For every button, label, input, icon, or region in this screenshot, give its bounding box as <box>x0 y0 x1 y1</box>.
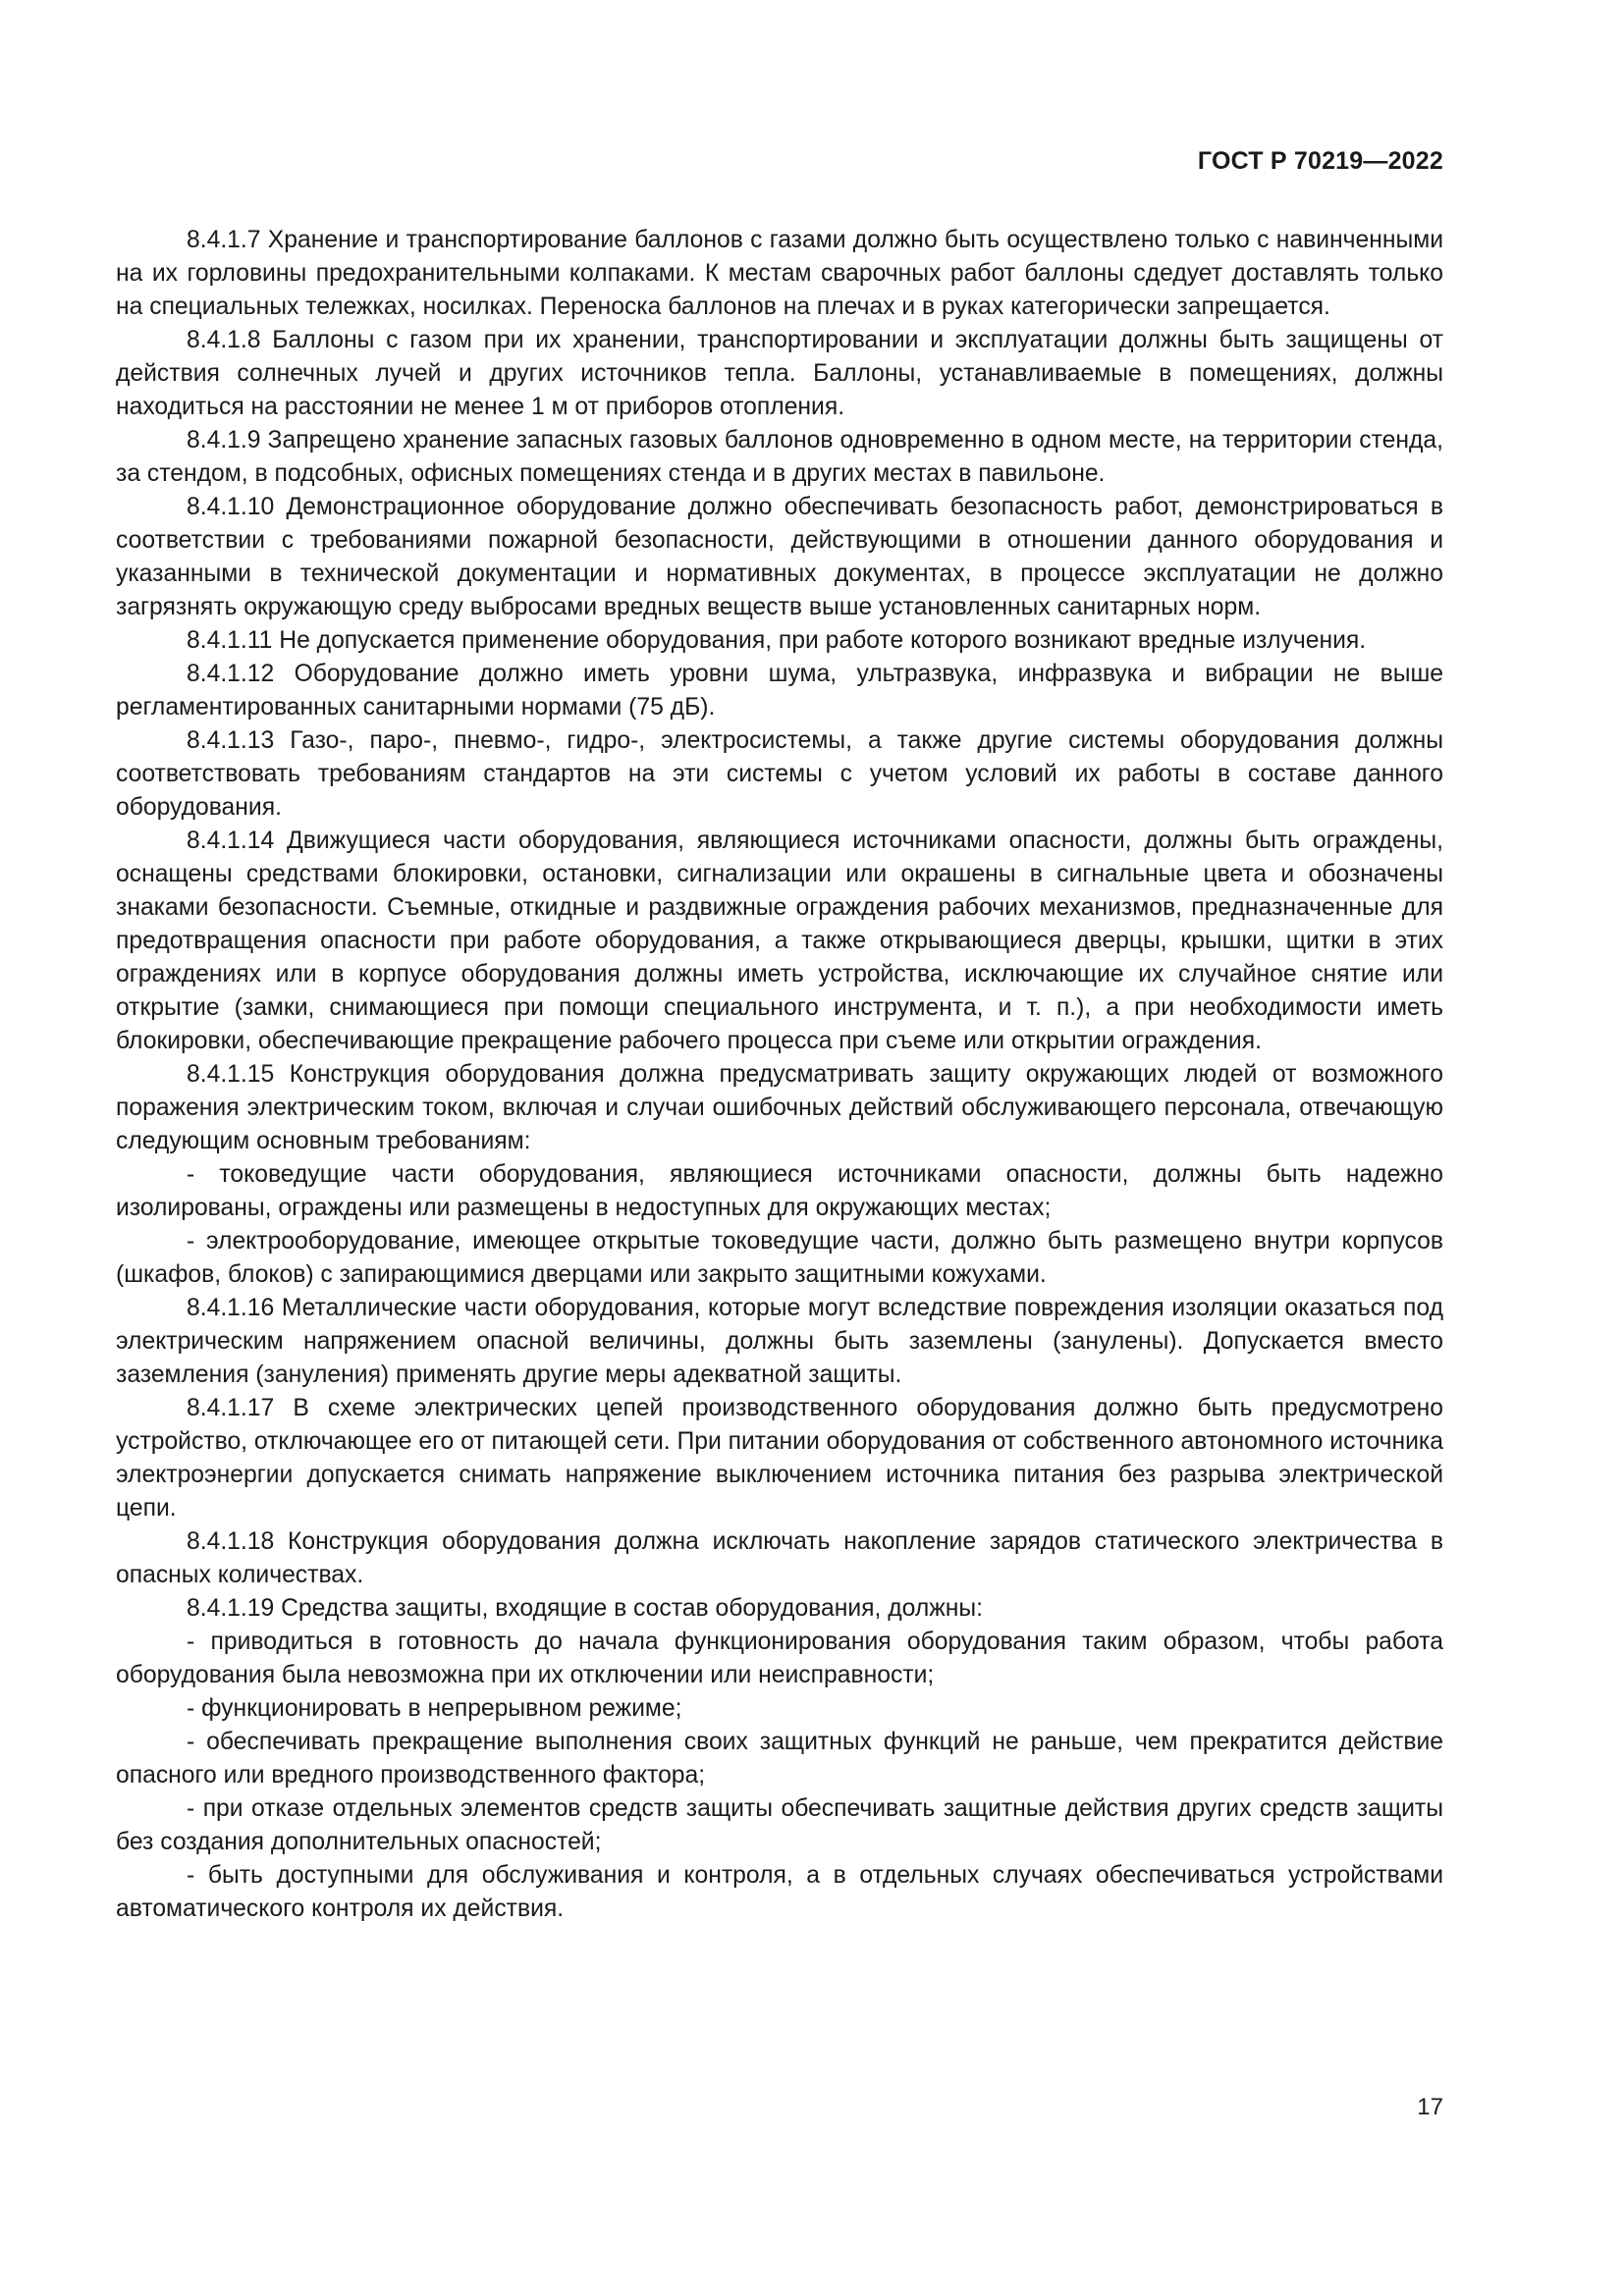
document-body <box>116 224 1443 1926</box>
list-item-failure-protection: - при отказе отдельных элементов средств защиты обеспечивать защитные действия других средств защиты без создания дополнительных опасностей; <box>116 1795 1443 1855</box>
paragraph-8-4-1-12: 8.4.1.12 Оборудование должно иметь уровни шума, ультразвука, инфразвука и вибрации не выше регламентированных санитарными нормами (75 дБ). <box>116 661 1443 721</box>
list-item-termination: - обеспечивать прекращение выполнения своих защитных функций не раньше, чем прекратится действие опасного или вредного производственного фактора; <box>116 1729 1443 1789</box>
list-item-live-parts: - токоведущие части оборудования, являющиеся источниками опасности, должны быть надежно изолированы, ограждены или размещены в недоступных для окружающих местах; <box>116 1161 1443 1221</box>
paragraph-8-4-1-19: 8.4.1.19 Средства защиты, входящие в состав оборудования, должны: <box>187 1595 984 1622</box>
paragraph-8-4-1-7: 8.4.1.7 Хранение и транспортирование баллонов с газами должно быть осуществлено только с навинченными на их горловины предохранительными колпаками. К местам сварочных работ баллоны сдедует доставлять только на специальных тележках, носилках. Переноска баллонов на плечах и в руках категорически запрещается. <box>116 227 1443 320</box>
paragraph-8-4-1-13: 8.4.1.13 Газо-, паро-, пневмо-, гидро-, электросистемы, а также другие системы оборудования должны соответствовать требованиям стандартов на эти системы с учетом условий их работы в составе данного оборудования. <box>116 727 1443 821</box>
paragraph-8-4-1-14: 8.4.1.14 Движущиеся части оборудования, являющиеся источниками опасности, должны быть ограждены, оснащены средствами блокировки, остановки, сигнализации или окрашены в сигнальные цвета и обозначены знаками безопасности. Съемные, откидные и раздвижные ограждения рабочих механизмов, предназначенные для предотвращения опасности при работе оборудования, а также открывающиеся дверцы, крышки, щитки в этих ограждениях или в корпусе оборудования должны иметь устройства, исключающие их случайное снятие или открытие (замки, снимающиеся при помощи специального инструмента, и т. п.), а при необходимости иметь блокировки, обеспечивающие прекращение рабочего процесса при съеме или открытии ограждения. <box>116 828 1443 1054</box>
paragraph-8-4-1-18: 8.4.1.18 Конструкция оборудования должна исключать накопление зарядов статического электричества в опасных количествах. <box>116 1528 1443 1588</box>
paragraph-8-4-1-8: 8.4.1.8 Баллоны с газом при их хранении, транспортировании и эксплуатации должны быть защищены от действия солнечных лучей и других источников тепла. Баллоны, устанавливаемые в помещениях, должны находиться на расстоянии не менее 1 м от приборов отопления. <box>116 327 1443 420</box>
paragraph-8-4-1-10: 8.4.1.10 Демонстрационное оборудование должно обеспечивать безопасность работ, демонстрироваться в соответствии с требованиями пожарной безопасности, действующими в отношении данного оборудования и указанными в технической документации и нормативных документах, в процессе эксплуатации не должно загрязнять окружающую среду выбросами вредных веществ выше установленных санитарных норм. <box>116 494 1443 620</box>
page-number: 17 <box>1417 2094 1443 2120</box>
list-item-accessibility: - быть доступными для обслуживания и контроля, а в отдельных случаях обеспечиваться устройствами автоматического контроля их действия. <box>116 1862 1443 1922</box>
list-item-readiness: - приводиться в готовность до начала функционирования оборудования таким образом, чтобы работа оборудования была невозможна при их отключении или неисправности; <box>116 1629 1443 1688</box>
list-item-continuous-mode: - функционировать в непрерывном режиме; <box>187 1695 682 1722</box>
paragraph-8-4-1-15: 8.4.1.15 Конструкция оборудования должна предусматривать защиту окружающих людей от возможного поражения электрическим током, включая и случаи ошибочных действий обслуживающего персонала, отвечающую следующим основным требованиям: <box>116 1061 1443 1154</box>
paragraph-8-4-1-16: 8.4.1.16 Металлические части оборудования, которые могут вследствие повреждения изоляции оказаться под электрическим напряжением опасной величины, должны быть заземлены (занулены). Допускается вместо заземления (зануления) применять другие меры адекватной защиты. <box>116 1295 1443 1388</box>
paragraph-8-4-1-9: 8.4.1.9 Запрещено хранение запасных газовых баллонов одновременно в одном месте, на территории стенда, за стендом, в подсобных, офисных помещениях стенда и в других местах в павильоне. <box>116 427 1443 487</box>
paragraph-8-4-1-17: 8.4.1.17 В схеме электрических цепей производственного оборудования должно быть предусмотрено устройство, отключающее его от питающей сети. При питании оборудования от собственного автономного источника электроэнергии допускается снимать напряжение выключением источника питания без разрыва электрической цепи. <box>116 1395 1443 1522</box>
document-code-header: ГОСТ Р 70219—2022 <box>1197 147 1443 175</box>
list-item-electrical-equipment: - электрооборудование, имеющее открытые токоведущие части, должно быть размещено внутри корпусов (шкафов, блоков) с запирающимися дверцами или закрыто защитными кожухами. <box>116 1228 1443 1288</box>
paragraph-8-4-1-11: 8.4.1.11 Не допускается применение оборудования, при работе которого возникают вредные излучения. <box>187 627 1367 654</box>
